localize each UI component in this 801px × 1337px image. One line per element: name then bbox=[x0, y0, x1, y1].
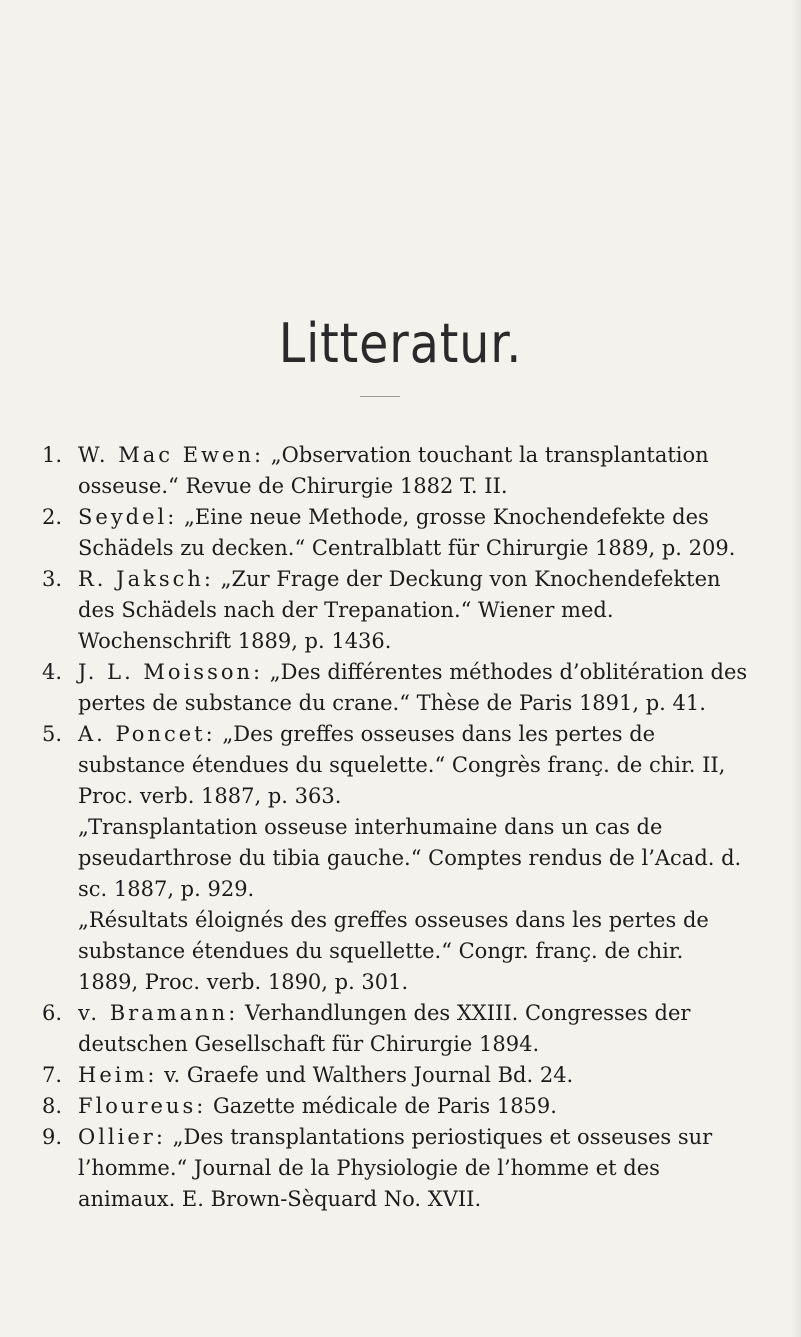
reference-author: A. Poncet: bbox=[78, 722, 216, 746]
reference-text: „Observation touchant la transplantation osseuse.“ Revue de Chirurgie 1882 T. II. bbox=[78, 443, 709, 498]
reference-continuation-text: „Résultats éloignés des greffes osseuses dans les pertes de substance étendues du squellette.“ Congr. franç. de chir. 1889, Proc. verb. 1890, p. 301. bbox=[78, 908, 709, 994]
reference-text: „Eine neue Methode, grosse Knochendefekte des Schädels zu decken.“ Centralblatt für Chirurgie 1889, p. 209. bbox=[78, 505, 736, 560]
reference-item bbox=[42, 440, 750, 502]
reference-item bbox=[42, 1091, 750, 1122]
reference-continuation-text: „Transplantation osseuse interhumaine dans un cas de pseudarthrose du tibia gauche.“ Comptes rendus de l’Acad. d. sc. 1887, p. 929. bbox=[78, 815, 742, 901]
reference-item bbox=[42, 1122, 750, 1215]
reference-text: „Des greffes osseuses dans les pertes de substance étendues du squelette.“ Congrès franç. de chir. II, Proc. verb. 1887, p. 363. bbox=[78, 722, 726, 808]
reference-number: 3. bbox=[42, 567, 63, 591]
reference-text: „Zur Frage der Deckung von Knochendefekten des Schädels nach der Trepanation.“ Wiener med. Wochenschrift 1889, p. 1436. bbox=[78, 567, 721, 653]
reference-text: Verhandlungen des XXIII. Congresses der deutschen Gesellschaft für Chirurgie 1894. bbox=[78, 1001, 691, 1056]
reference-number: 6. bbox=[42, 1001, 63, 1025]
reference-item bbox=[42, 1060, 750, 1091]
reference-item bbox=[42, 564, 750, 657]
reference-number: 7. bbox=[42, 1063, 63, 1087]
reference-number: 2. bbox=[42, 505, 63, 529]
reference-author: Seydel: bbox=[78, 505, 178, 529]
page-title: Litteratur. bbox=[278, 312, 523, 375]
reference-author: J. L. Moisson: bbox=[78, 660, 264, 684]
reference-author: W. Mac Ewen: bbox=[78, 443, 265, 467]
reference-item bbox=[42, 657, 750, 719]
reference-continuation bbox=[42, 905, 750, 998]
reference-text: v. Graefe und Walthers Journal Bd. 24. bbox=[164, 1063, 574, 1087]
reference-item bbox=[42, 719, 750, 812]
reference-number: 4. bbox=[42, 660, 63, 684]
reference-author: v. Bramann: bbox=[78, 1001, 239, 1025]
reference-author: Heim: bbox=[78, 1063, 158, 1087]
reference-number: 1. bbox=[42, 443, 63, 467]
title-divider bbox=[360, 396, 400, 397]
reference-number: 9. bbox=[42, 1125, 63, 1149]
reference-author: R. Jaksch: bbox=[78, 567, 214, 591]
reference-continuation bbox=[42, 812, 750, 905]
reference-text: „Des différentes méthodes d’oblitération des pertes de substance du crane.“ Thèse de Paris 1891, p. 41. bbox=[78, 660, 748, 715]
reference-list bbox=[42, 440, 750, 1215]
reference-author: Ollier: bbox=[78, 1125, 166, 1149]
reference-number: 5. bbox=[42, 722, 63, 746]
reference-number: 8. bbox=[42, 1094, 63, 1118]
reference-text: „Des transplantations periostiques et osseuses sur l’homme.“ Journal de la Physiologie de l’homme et des animaux. E. Brown-Sèquard No. XVII. bbox=[78, 1125, 713, 1211]
reference-item bbox=[42, 998, 750, 1060]
reference-text: Gazette médicale de Paris 1859. bbox=[213, 1094, 557, 1118]
reference-author: Floureus: bbox=[78, 1094, 207, 1118]
reference-item bbox=[42, 502, 750, 564]
page-edge-shadow bbox=[791, 0, 801, 1337]
